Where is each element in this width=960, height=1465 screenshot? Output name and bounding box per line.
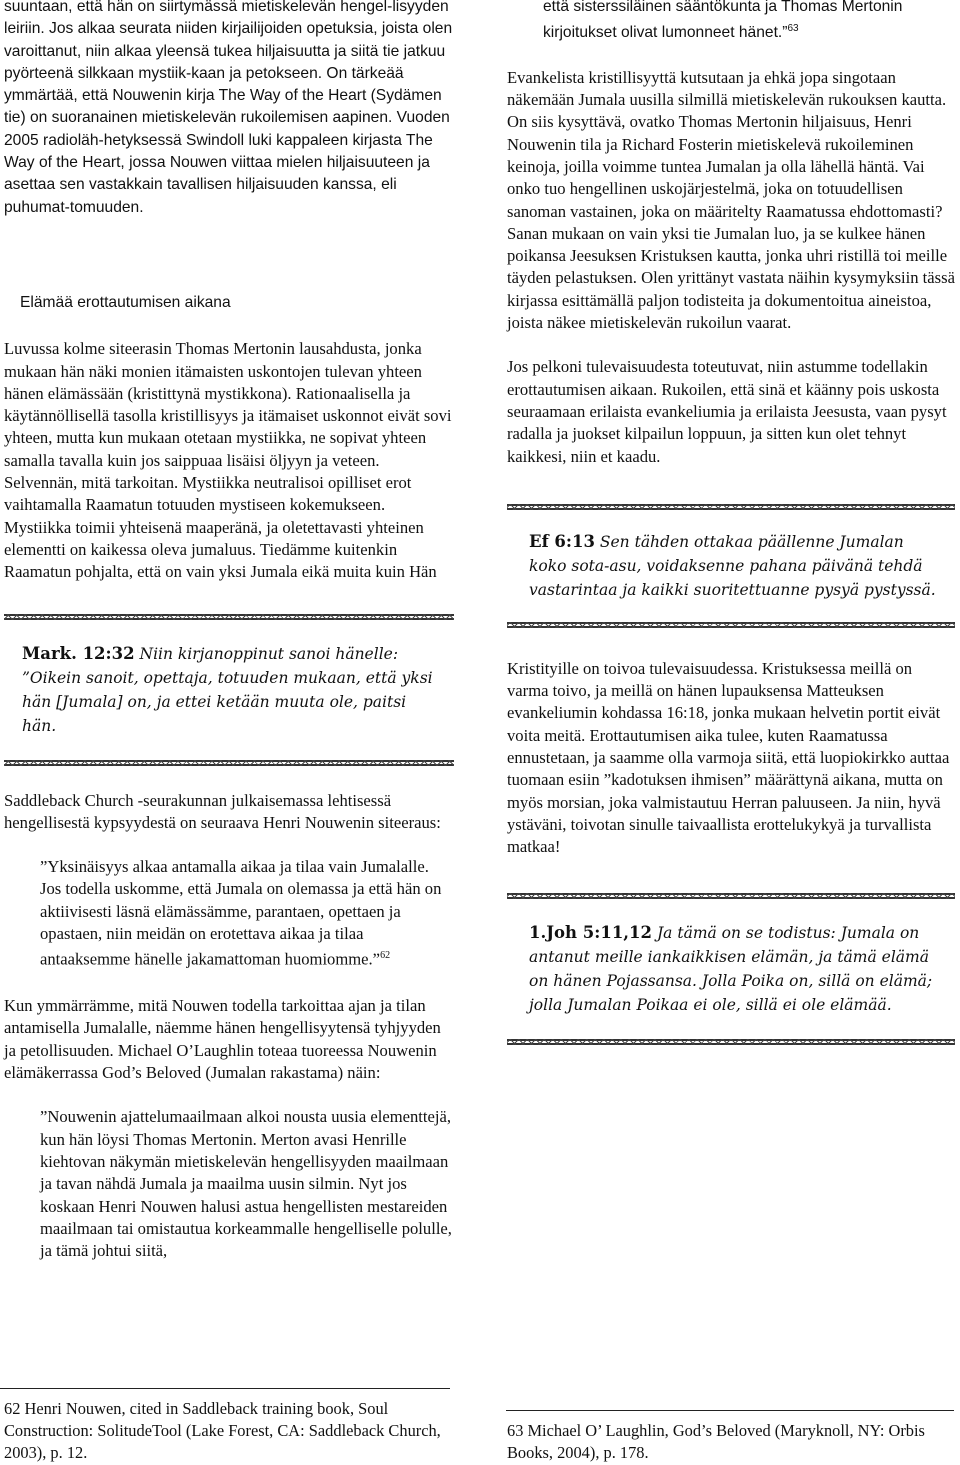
verse-text: Sen tähden ottakaa päällenne Jumalan koko sota-asu, voidaksenne pahana päivänä tehdä vastarintaa ja kaikki suoritettuanne pysyä pystyssä. xyxy=(529,532,936,599)
paragraph-nouwen-heart: suuntaan, että hän on siirtymässä mietiskelevän hengel-lisyyden leiriin. Jos alkaa seurata niiden kirjailijoiden opetuksia, joista olen varoittanut, niin alkaa yleensä tukea hiljaisuutta ja siitä tie jatkuu pyörteenä silkkaan mystiik-kaan ja petokseen. On tärkeää ymmärtää, että Nouwenin kirja The Way of the Heart (Sydämen tie) on suoranainen mietiskelevän rukoilemisen aapinen. Vuoden 2005 radioläh-hetyksessä Swindoll luki kappaleen kirjasta The Way of the Heart, jossa Nouwen viittaa mielen hiljaisuuteen ja asettaa sen vastakkain tavallisen hiljaisuuden kanssa, eli puhumat-tomuuden. xyxy=(4,0,453,216)
verse-text: Ja tämä on se todistus: Jumala on antanut meille iankaikkisen elämän, ja tämä elämä on hänen Pojassansa. Jolla Poika on, sillä on elämä; jolla Jumalan Poikaa ei ole, sillä ei ole elämää. xyxy=(529,923,933,1014)
verse-box-john xyxy=(507,893,955,1045)
paragraph-evangelical: Evankelista kristillisyyttä kutsutaan ja ehkä jopa singotaan näkemään Jumala uusilla silmillä mietiskelevän rukouksen kautta. On siis kysyttävä, ovatko Thomas Mertonin hiljaisuus, Henri Nouwenin tila ja Richard Fosterin mietiskelevä rukoileminen keinoja, joilla voimme tuntea Jumalan ja olla lähellä häntä. Vai onko tuo hengellinen uskojärjestelmä, joka on totuudellisen sanoman vastainen, joka on määritelty Raamatussa ehdottomasti? Sanan mukaan on vain yksi tie Jumalan luo, ja se kulkee hänen poikansa Jeesuksen Kristuksen kautta, jonka uhri ristillä toi meille täyden pelastuksen. Olen yrittänyt vastata näihin kysymyksiin tässä kirjassa esittämällä paljon todisteita ja dokumentoitua aineistoa, joista näkee mietiskelevän rukoilun vaarat. xyxy=(507,67,955,333)
verse-reference: 1.Joh 5:11,12 xyxy=(529,922,653,942)
footnote-ref: 63 xyxy=(787,23,799,35)
paragraph-hope: Kristityille on toivoa tulevaisuudessa. Kristuksessa meillä on varma toivo, ja meillä on hänen lupauksensa Matteuksen evankeliumin kohdassa 16:18, jonka mukaan helvetin portit eivät voita meitä. Erottautumisen aika tulee, kuten Raamatussa ennustetaan, ja saamme olla varmoja siitä, että luopiokirkko auttaa tuomaan esiin ”kadotuksen ihmisen” määrättynä aikana, mutta on myös morsian, joka valmistautuu Herran paluuseen. Ja niin, hyvä ystäväni, toivotan sinulle taivaallista erottelukykyä ja turvallista matkaa! xyxy=(507,658,950,857)
footnote-divider-left xyxy=(0,1388,450,1389)
footnote-62: 62 Henri Nouwen, cited in Saddleback training book, Soul Construction: SolitudeTool (Lake Forest, CA: Saddleback Church, 2003), p. 12. xyxy=(4,1399,441,1462)
blockquote-nouwen: ”Yksinäisyys alkaa antamalla aikaa ja tilaa vain Jumalalle. Jos todella uskomme, että Jumala on olemassa ja että hän on aktiivisesti läsnä elämässämme, parantaen, opettaen ja opastaen, niin meidän on erotettava aikaa ja tilaa antaaksemme hänelle jakamattoman huomiomme.”$^{62}$ xyxy=(40,857,442,969)
left-column xyxy=(4,0,454,1262)
footnote-ref: 62 xyxy=(380,950,391,962)
verse-reference: Ef 6:13 xyxy=(529,531,595,551)
verse-reference: Mark. 12:32 xyxy=(22,643,135,663)
verse-box-ephesians xyxy=(507,504,955,628)
footnote-63: 63 Michael O’ Laughlin, God’s Beloved (Maryknoll, NY: Orbis Books, 2004), p. 178. xyxy=(507,1421,925,1462)
section-heading: Elämää erottautumisen aikana xyxy=(20,293,231,311)
paragraph-merton-mysticism: Luvussa kolme siteerasin Thomas Mertonin lausahdusta, jonka mukaan hän näki monien itämaisten uskontojen tulevan yhteen hänen elämässään (kristittynä mystikkona). Rationaalisella ja käytännöllisellä tasolla kristillisyys ja itämaiset uskonnot eivät sovi yhteen, mutta kun mukaan otetaan mystiikka, ne sopivat yhteen samalla tavalla kuin jos saippuaa lisäisi öljyyn ja veteen. Selvennän, mitä tarkoitan. Mystiikka neutralisoi opilliset erot vaihtamalla Raamatun totuuden mystiseen kokemukseen. Mystiikka toimii yhteisenä maaperänä, ja oletettavasti yhteinen elementti on kaikessa oleva jumaluus. Tiedämme kuitenkin Raamatun pohjalta, että on vain yksi Jumala eikä muita kuin Hän xyxy=(4,339,452,582)
verse-box-mark xyxy=(4,614,454,766)
footnote-divider-right xyxy=(506,1410,954,1411)
paragraph-saddleback: Saddleback Church -seurakunnan julkaisemassa lehtisessä hengellisestä kypsyydestä on seuraava Henri Nouwenin siteeraus: xyxy=(4,790,441,832)
verse-text: Niin kirjanoppinut sanoi hänelle: ”Oikein sanoit, opettaja, totuuden mukaan, että yksi hän [Jumala] on, ja ettei ketään muuta ole, paitsi hän. xyxy=(22,644,433,735)
blockquote-olaughlin: ”Nouwenin ajattelumaailmaan alkoi nousta uusia elementtejä, kun hän löysi Thomas Mertonin. Merton avasi Henrille kiehtovan näkymän mietiskelevän hengellisyyden maailmaan ja tavan nähdä Jumala ja maailma uusin silmin. Nyt jos koskaan Henri Nouwen halusi astua hengellisten mestareiden maailmaan tai omistautua korkeammalle hengelliselle polulle, ja tämä johtui siitä, xyxy=(40,1107,452,1261)
quote-continuation: että sisterssiläinen sääntökunta ja Thomas Mertonin kirjoitukset olivat lumonneet hänet.”$^{63}$ xyxy=(543,0,903,42)
paragraph-separation: Jos pelkoni tulevaisuudesta toteutuvat, niin astumme todellakin erottautumisen aikaan. Rukoilen, että sinä et käänny pois uskosta seuraamaan erilaista evankeliumia ja erilaista Jeesusta, vaan pysyt radalla ja juokset kilpailun loppuun, ja sitten kun olet tehnyt kaikkesi, niin et kaadu. xyxy=(507,357,947,466)
paragraph-olaughlin: Kun ymmärrämme, mitä Nouwen todella tarkoittaa ajan ja tilan antamisella Jumalalle, näemme hänen hengellisyytensä tyhjyyden ja petollisuuden. Michael O’Laughlin toteaa tuoreessa Nouwenin elämäkerrassa God’s Beloved (Jumalan rakastama) näin: xyxy=(4,996,441,1083)
right-column xyxy=(507,0,955,1045)
